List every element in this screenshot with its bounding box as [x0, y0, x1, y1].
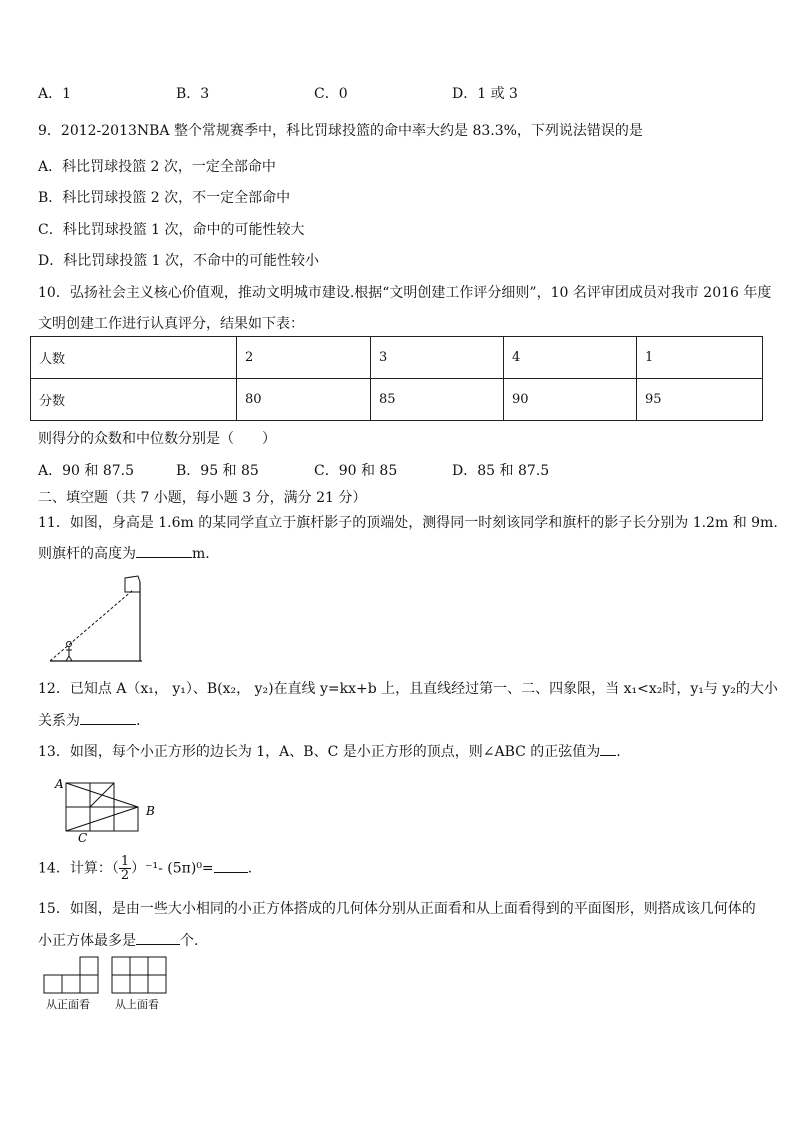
q12-period: .: [136, 713, 141, 729]
q15-views-figure: [40, 955, 180, 1015]
q9-stem: 9．2012-2013NBA 整个常规赛季中，科比罚球投篮的命中率大约是 83.3%，下列说法错误的是: [38, 123, 643, 139]
fraction-numerator: 1: [120, 854, 130, 869]
q8-option-d: D．1 或 3: [452, 86, 518, 102]
table-row: [31, 337, 763, 379]
q8-option-c: C．0: [314, 86, 348, 102]
q13-period: .: [616, 744, 621, 760]
answer-blank[interactable]: [600, 741, 616, 756]
table-row: [31, 379, 763, 421]
q10-options: [38, 460, 638, 480]
top-view-label: 从上面看: [115, 998, 159, 1011]
q12-line1: 12．已知点 A（x₁， y₁）、B(x₂， y₂)在直线 y=kx+b 上，且直线经过第一、二、四象限，当 x₁<x₂时，y₁与 y₂的大小: [38, 681, 778, 697]
table-cell: 90: [504, 379, 637, 421]
fraction-denominator: 2: [120, 868, 130, 883]
top-view: [112, 957, 166, 993]
q9-option-d: D．科比罚球投篮 1 次，不命中的可能性较小: [38, 253, 320, 269]
q10-stem-line2: 文明创建工作进行认真评分，结果如下表：: [38, 316, 304, 332]
q10-option-d: D．85 和 87.5: [452, 463, 550, 479]
table-cell: 2: [237, 337, 371, 379]
table-cell: 人数: [31, 337, 237, 379]
answer-blank[interactable]: [136, 543, 192, 558]
table-cell: 分数: [31, 379, 237, 421]
answer-blank[interactable]: [136, 930, 180, 945]
q8-options: [38, 83, 638, 103]
q14-line: [38, 855, 252, 891]
q9-option-c: C．科比罚球投篮 1 次，命中的可能性较大: [38, 222, 305, 238]
fraction: [119, 855, 131, 882]
q11-unit: m.: [192, 546, 210, 562]
q11-line2: [38, 543, 210, 563]
q14-period: .: [247, 860, 253, 877]
flagpole-figure: [45, 572, 150, 667]
q9-option-b: B．科比罚球投篮 2 次，不一定全部命中: [38, 190, 291, 206]
q10-stem-line1: 10．弘扬社会主义核心价值观，推动文明城市建设.根据“文明创建工作评分细则”，10 名评审团成员对我市 2016 年度: [38, 285, 772, 301]
q8-option-a: A．1: [38, 86, 72, 102]
front-view: [44, 957, 98, 993]
q15-unit: 个.: [180, 933, 199, 949]
table-cell: 95: [637, 379, 763, 421]
q11-line1: 11．如图，身高是 1.6m 的某同学直立于旗杆影子的顶端处，测得同一时刻该同学和旗杆的影子长分别为 1.2m 和 9m.: [38, 515, 778, 531]
q13-stem: 13．如图，每个小正方形的边长为 1，A、B、C 是小正方形的顶点，则∠ABC 的正弦值为: [38, 744, 601, 760]
q9-option-a: A．科比罚球投篮 2 次，一定全部命中: [38, 159, 276, 175]
section-heading: 二、填空题（共 7 小题，每小题 3 分，满分 21 分）: [38, 490, 367, 506]
point-label-a: A: [55, 777, 64, 791]
q15-line2: [38, 930, 198, 950]
q8-option-b: B．3: [176, 86, 210, 102]
q14-expression: ）⁻¹- (5π)⁰=: [131, 860, 214, 877]
q11-text: 则旗杆的高度为: [38, 546, 136, 562]
q13-text: [38, 741, 621, 761]
table-cell: 1: [637, 337, 763, 379]
q10-option-a: A．90 和 87.5: [38, 463, 134, 479]
q14-prefix: 14．计算：（: [38, 860, 119, 877]
q12-line2: [38, 710, 140, 730]
table-cell: 3: [371, 337, 504, 379]
table-cell: 80: [237, 379, 371, 421]
q10-option-b: B．95 和 85: [176, 463, 259, 479]
table-cell: 85: [371, 379, 504, 421]
q12-text: 关系为: [38, 713, 80, 729]
front-view-label: 从正面看: [46, 998, 90, 1011]
q10-question: 则得分的众数和中位数分别是（ ）: [38, 431, 276, 447]
table-cell: 4: [504, 337, 637, 379]
answer-blank[interactable]: [80, 710, 136, 725]
q10-option-c: C．90 和 85: [314, 463, 398, 479]
q13-grid-figure: [50, 773, 170, 845]
point-label-c: C: [78, 831, 88, 845]
point-label-b: B: [146, 804, 155, 818]
q15-line1: 15．如图，是由一些大小相同的小正方体搭成的几何体分别从正面看和从上面看得到的平面图形，则搭成该几何体的: [38, 901, 756, 917]
answer-blank[interactable]: [214, 858, 248, 873]
score-table: [30, 336, 763, 421]
q15-text: 小正方体最多是: [38, 933, 136, 949]
